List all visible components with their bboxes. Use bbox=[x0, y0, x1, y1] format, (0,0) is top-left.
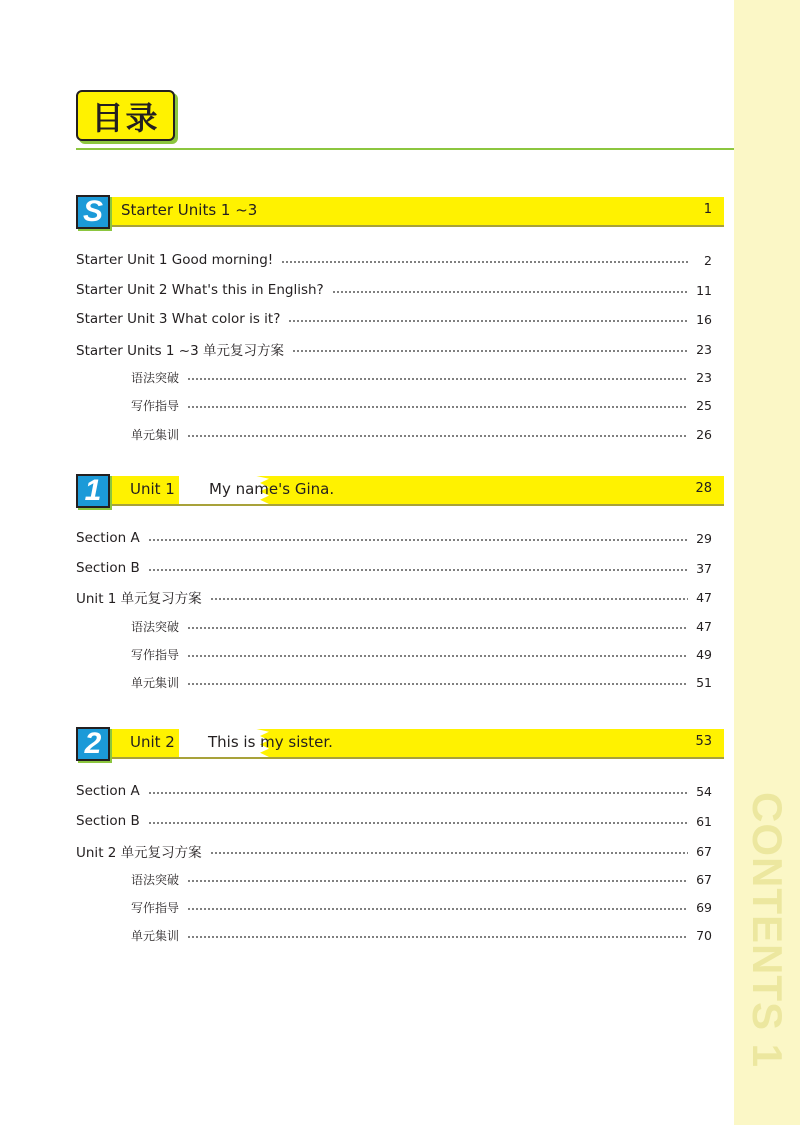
section-badge-icon: S bbox=[76, 195, 110, 229]
toc-entry-page: 11 bbox=[696, 282, 712, 298]
toc-subentry[interactable] bbox=[131, 367, 712, 387]
toc-subentry-label: 单元集训 bbox=[131, 427, 180, 442]
toc-entry[interactable] bbox=[76, 587, 712, 607]
dot-leader bbox=[148, 539, 688, 541]
title-divider bbox=[76, 148, 734, 150]
toc-subentry-page: 69 bbox=[696, 899, 712, 915]
dot-leader bbox=[148, 792, 688, 794]
toc-entry-page: 16 bbox=[696, 311, 712, 327]
section-header-starter[interactable] bbox=[76, 197, 724, 227]
toc-subentry-page: 49 bbox=[696, 646, 712, 662]
toc-subentry-page: 23 bbox=[696, 369, 712, 385]
toc-subentry[interactable] bbox=[131, 869, 712, 889]
section-header-unit-2[interactable] bbox=[76, 729, 724, 759]
dot-leader bbox=[187, 406, 688, 408]
toc-entry-label: Section A bbox=[76, 783, 140, 799]
toc-entry-page: 2 bbox=[704, 252, 712, 268]
toc-entry[interactable] bbox=[76, 781, 712, 801]
section-page-number: 1 bbox=[703, 202, 712, 217]
toc-entry[interactable] bbox=[76, 339, 712, 359]
toc-subentry-page: 47 bbox=[696, 618, 712, 634]
section-unit-label: Starter Units 1 ~3 bbox=[121, 201, 258, 219]
toc-entry[interactable] bbox=[76, 309, 712, 329]
toc-subentry[interactable] bbox=[131, 644, 712, 664]
toc-entry-page: 67 bbox=[696, 843, 712, 859]
toc-entry[interactable] bbox=[76, 841, 712, 861]
section-header-unit-1[interactable] bbox=[76, 476, 724, 506]
toc-entry-page: 61 bbox=[696, 813, 712, 829]
section-badge-icon: 2 bbox=[76, 727, 110, 761]
toc-subentry-label: 写作指导 bbox=[131, 647, 180, 662]
toc-subentry-page: 25 bbox=[696, 397, 712, 413]
toc-subentry[interactable] bbox=[131, 424, 712, 444]
section-unit-label: Unit 2 bbox=[130, 733, 175, 751]
page-title: 目录 bbox=[76, 90, 175, 141]
section-unit-label: Unit 1 bbox=[130, 480, 175, 498]
toc-subentry-page: 67 bbox=[696, 871, 712, 887]
toc-subentry-label: 单元集训 bbox=[131, 928, 180, 943]
toc-entry-label: Unit 2 单元复习方案 bbox=[76, 845, 202, 861]
dot-leader bbox=[187, 908, 688, 910]
section-subtitle: This is my sister. bbox=[208, 733, 333, 751]
dot-leader bbox=[187, 435, 688, 437]
toc-entry-page: 23 bbox=[696, 341, 712, 357]
section-page-number: 53 bbox=[695, 734, 712, 749]
toc-entry-label: Section A bbox=[76, 530, 140, 546]
toc-entry-label: Starter Unit 1 Good morning! bbox=[76, 252, 274, 268]
toc-subentry-label: 语法突破 bbox=[131, 872, 180, 887]
toc-entry[interactable] bbox=[76, 250, 712, 270]
toc-entry[interactable] bbox=[76, 558, 712, 578]
dot-leader bbox=[292, 350, 688, 352]
toc-entry-page: 47 bbox=[696, 589, 712, 605]
section-badge-icon: 1 bbox=[76, 474, 110, 508]
dot-leader bbox=[187, 655, 688, 657]
toc-subentry-label: 写作指导 bbox=[131, 900, 180, 915]
toc-entry-label: Unit 1 单元复习方案 bbox=[76, 591, 202, 607]
dot-leader bbox=[332, 291, 688, 293]
toc-entry[interactable] bbox=[76, 811, 712, 831]
toc-subentry-label: 语法突破 bbox=[131, 370, 180, 385]
toc-subentry-page: 70 bbox=[696, 927, 712, 943]
toc-subentry-label: 语法突破 bbox=[131, 619, 180, 634]
toc-entry[interactable] bbox=[76, 528, 712, 548]
dot-leader bbox=[187, 936, 688, 938]
dot-leader bbox=[148, 569, 688, 571]
dot-leader bbox=[148, 822, 688, 824]
toc-entry-label: Section B bbox=[76, 560, 140, 576]
toc-subentry-page: 51 bbox=[696, 674, 712, 690]
toc-entry-page: 37 bbox=[696, 560, 712, 576]
toc-entry-page: 29 bbox=[696, 530, 712, 546]
toc-entry-page: 54 bbox=[696, 783, 712, 799]
dot-leader bbox=[187, 683, 688, 685]
toc-subentry[interactable] bbox=[131, 616, 712, 636]
dot-leader bbox=[210, 598, 688, 600]
toc-subentry-label: 写作指导 bbox=[131, 398, 180, 413]
dot-leader bbox=[210, 852, 688, 854]
toc-subentry[interactable] bbox=[131, 672, 712, 692]
dot-leader bbox=[187, 378, 688, 380]
toc-entry-label: Starter Units 1 ~3 单元复习方案 bbox=[76, 343, 285, 359]
toc-entry-label: Section B bbox=[76, 813, 140, 829]
section-subtitle: My name's Gina. bbox=[209, 480, 335, 498]
side-contents-label: CONTENTS 1 bbox=[744, 791, 791, 1069]
section-page-number: 28 bbox=[695, 481, 712, 496]
dot-leader bbox=[187, 627, 688, 629]
toc-subentry[interactable] bbox=[131, 897, 712, 917]
toc-subentry[interactable] bbox=[131, 395, 712, 415]
dot-leader bbox=[187, 880, 688, 882]
dot-leader bbox=[288, 320, 688, 322]
toc-subentry[interactable] bbox=[131, 925, 712, 945]
toc-entry[interactable] bbox=[76, 280, 712, 300]
toc-entry-label: Starter Unit 3 What color is it? bbox=[76, 311, 281, 327]
toc-subentry-page: 26 bbox=[696, 426, 712, 442]
dot-leader bbox=[281, 261, 690, 263]
toc-entry-label: Starter Unit 2 What's this in English? bbox=[76, 282, 324, 298]
toc-subentry-label: 单元集训 bbox=[131, 675, 180, 690]
